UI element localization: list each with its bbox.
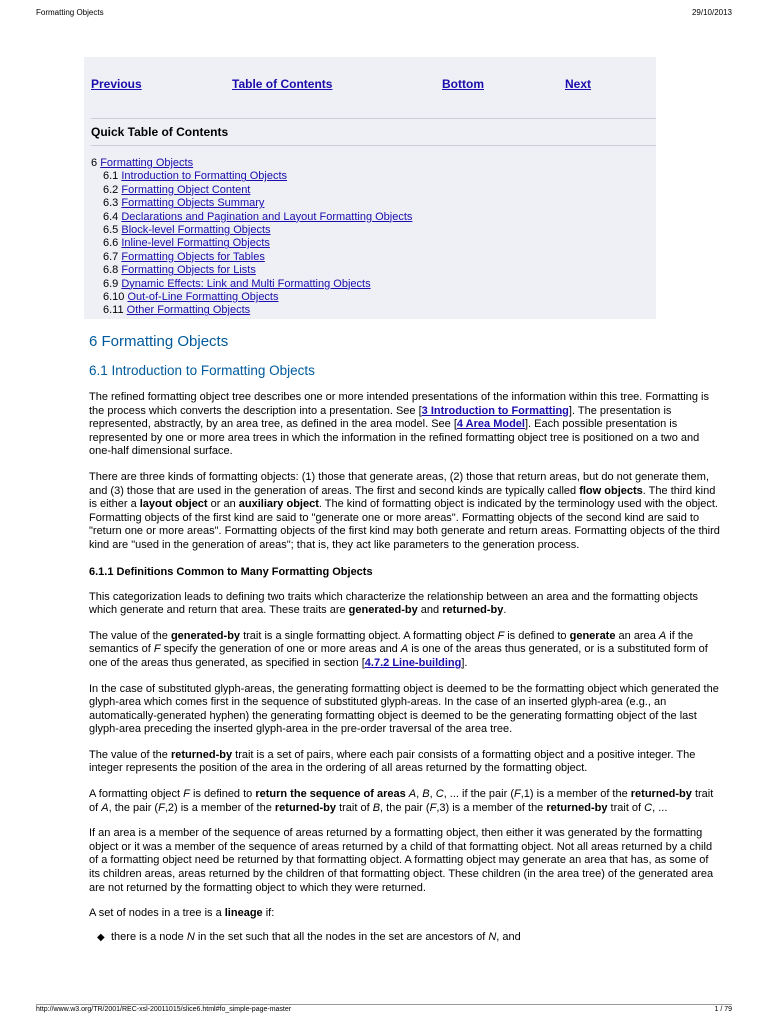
paragraph: This categorization leads to defining two traits which characterize the relationship between an area and the formatting objects which generate and return that area. These traits are generated-by and returned-by. [89, 590, 699, 617]
toc-link[interactable]: Formatting Objects for Lists [121, 264, 256, 277]
toc-item [91, 224, 412, 237]
toc-item [91, 278, 412, 291]
nav-toc-link[interactable]: Table of Contents [232, 77, 333, 91]
toc-link[interactable]: Formatting Objects [100, 157, 194, 169]
paragraph: A set of nodes in a tree is a lineage if: [89, 907, 275, 920]
toc-num: 6.6 [103, 237, 119, 250]
toc-link[interactable]: Declarations and Pagination and Layout Formatting Objects [121, 210, 413, 223]
subsubsection-heading: 6.1.1 Definitions Common to Many Formatting Objects [89, 565, 373, 578]
quick-toc-list [91, 157, 412, 318]
quick-toc-title: Quick Table of Contents [91, 125, 229, 139]
main-content [89, 333, 721, 944]
divider [91, 118, 656, 119]
header-date: 29/10/2013 [691, 8, 732, 17]
toc-link[interactable]: Dynamic Effects: Link and Multi Formatting Objects [121, 277, 371, 290]
divider [91, 145, 656, 146]
toc-num: 6.2 [103, 183, 119, 196]
nav-previous-link[interactable]: Previous [91, 77, 142, 91]
toc-num: 6.7 [103, 250, 119, 263]
toc-link[interactable]: Other Formatting Objects [126, 304, 251, 317]
subsection-heading: 6.1 Introduction to Formatting Objects [89, 363, 315, 378]
bullet-list [89, 931, 721, 945]
toc-item [91, 197, 412, 210]
toc-num: 6.9 [103, 277, 119, 290]
header-title: Formatting Objects [36, 8, 104, 17]
paragraph: The value of the returned-by trait is a set of pairs, where each pair consists of a formatting object and a positive integer. The integer represents the position of the area in the ordering of all areas returned by the formatting object. [89, 748, 696, 775]
list-item: ◆ there is a node N in the set such that all the nodes in the set are ancestors of N, and [97, 930, 521, 943]
nav-bottom-link[interactable]: Bottom [442, 77, 484, 91]
paragraph: The refined formatting object tree describes one or more intended presentations of the information within this tree. Formatting is the process which converts the description into a presentation. See [3 Introduction to Formatting]. The presentation is represented, abstractly, by an area tree, as defined in the area model. See [4 Area Model]. Each possible presentation is represented by one or more area trees in which the information in the refined formatting object tree is positioned on a two and one-half dimensional surface. [89, 391, 709, 458]
toc-num: 6.4 [103, 210, 119, 223]
toc-item [91, 264, 412, 277]
toc-link[interactable]: Formatting Object Content [121, 183, 251, 196]
toc-num: 6.5 [103, 224, 119, 237]
toc-num: 6.8 [103, 264, 119, 277]
toc-link[interactable]: Introduction to Formatting Objects [121, 170, 288, 183]
paragraph: If an area is a member of the sequence of areas returned by a formatting object, then either it was generated by the formatting object or it was a member of the sequence of areas returned by a child of that formatting object. Not all areas returned by a child of a formatting object need be returned by that formatting object. A formatting object may generate an area that has, as some of its children areas, areas returned by the children of that formatting object. These children (in the area tree) of the generated area are not returned by the formatting object to which they were returned. [89, 827, 714, 894]
ref-link[interactable]: 4 Area Model [456, 418, 525, 431]
nav-next-link[interactable]: Next [565, 77, 592, 91]
paragraph: There are three kinds of formatting objects: (1) those that generate areas, (2) those that return areas, but do not generate them, and (3) those that are used in the generation of areas. The first and second kinds are typically called flow objects. The third kind is either a layout object or an auxiliary object. The kind of formatting object is indicated by the terminology used with the object. Formatting objects of the first kind are said to "generate one or more areas". Formatting objects of the second kind are said to "return one or more areas". Formatting objects of the first kind may both generate and return areas. Formatting objects of the third kind are "used in the generation of areas"; that is, they act like parameters to the generation process. [89, 470, 720, 551]
toc-link[interactable]: Out-of-Line Formatting Objects [127, 291, 279, 304]
footer-page-number: 1 / 79 [714, 1006, 732, 1013]
page-footer [36, 1006, 732, 1018]
toc-num: 6.11 [103, 304, 124, 317]
paragraph: The value of the generated-by trait is a single formatting object. A formatting object F is defined to generate an area A if the semantics of F specify the generation of one or more areas and A is one of the areas thus generated, or is a substituted form of one of the areas thus generated, as specified in section [4.7.2 Line-building]. [89, 629, 708, 669]
toc-item [91, 291, 412, 304]
toc-link[interactable]: Formatting Objects for Tables [121, 250, 265, 263]
footer-divider [36, 1004, 732, 1005]
toc-item-main [91, 157, 412, 170]
navigation-box [84, 57, 656, 319]
page-header [36, 8, 732, 20]
footer-url: http://www.w3.org/TR/2001/REC-xsl-20011015/slice6.html#fo_simple-page-master [36, 1006, 292, 1013]
toc-item [91, 251, 412, 264]
toc-item [91, 170, 412, 183]
toc-link[interactable]: Block-level Formatting Objects [121, 224, 271, 237]
toc-num: 6.3 [103, 197, 119, 210]
ref-link[interactable]: 4.7.2 Line-building [364, 656, 462, 669]
toc-num: 6.10 [103, 291, 125, 304]
toc-num: 6 [91, 157, 98, 169]
toc-link[interactable]: Inline-level Formatting Objects [121, 237, 270, 250]
paragraph: A formatting object F is defined to return the sequence of areas A, B, C, ... if the pair (F,1) is a member of the returned-by trait of A, the pair (F,2) is a member of the returned-by trait of B, the pair (F,3) is a member of the returned-by trait of C, ... [89, 788, 714, 814]
section-heading: 6 Formatting Objects [89, 333, 229, 350]
toc-item [91, 237, 412, 250]
toc-link[interactable]: Formatting Objects Summary [121, 197, 265, 210]
bullet-icon: ◆ [97, 931, 105, 943]
paragraph: In the case of substituted glyph-areas, the generating formatting object is deemed to be the formatting object which generated the glyph-area which comes first in the sequence of substituted glyph-areas. In the case of an inserted glyph-area (e.g., an automatically-generated hyphen) the generating formatting object is deemed to be the generating formatting object of the last glyph-area preceding the inserted glyph-area in the pre-order traversal of the area tree. [89, 682, 719, 736]
toc-item [91, 211, 412, 224]
toc-item [91, 304, 412, 317]
toc-item [91, 184, 412, 197]
toc-num: 6.1 [103, 170, 119, 183]
ref-link[interactable]: 3 Introduction to Formatting [421, 404, 569, 417]
